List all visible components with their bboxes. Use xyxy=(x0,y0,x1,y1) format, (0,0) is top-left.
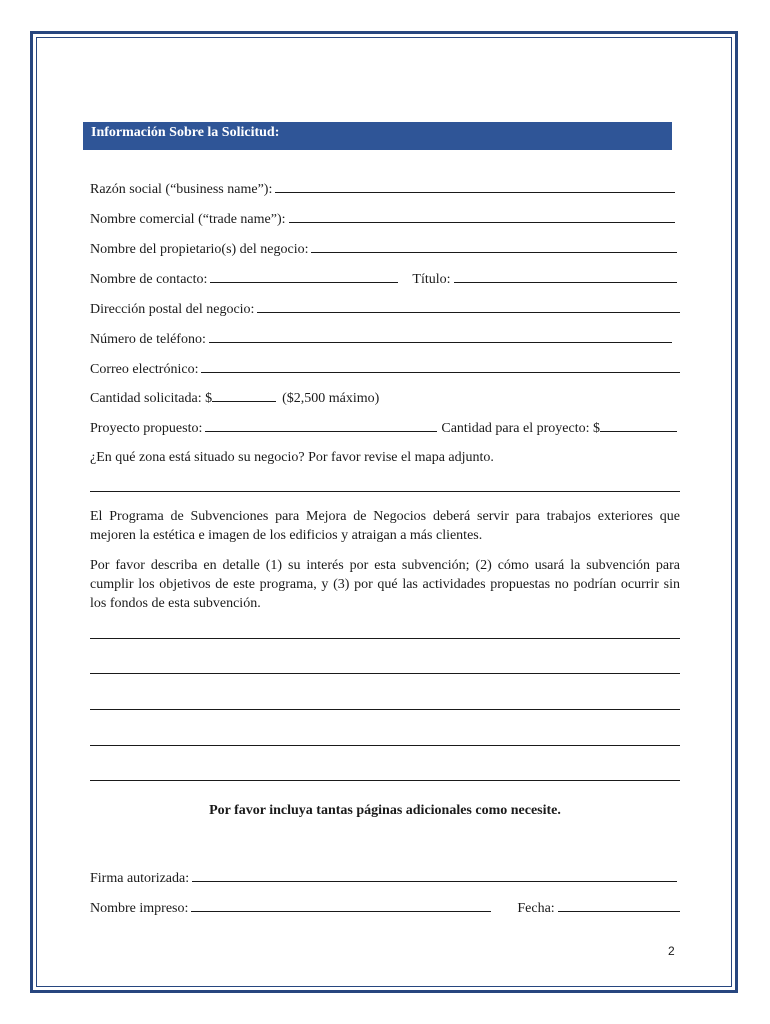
owner-row xyxy=(90,240,680,258)
amount-max-note xyxy=(282,391,379,407)
describe-paragraph: Por favor describa en detalle (1) su interés por esta subvención; (2) cómo usará la subvención para cumplir los objetivos de este programa, y (3) por qué las actividades propuestas no podrían ocurrir sin los fondos de esta subvención. xyxy=(90,558,680,611)
title-label: Título: xyxy=(412,272,451,287)
email-field[interactable] xyxy=(201,360,680,373)
authorized-signature-row xyxy=(90,869,680,887)
project-row xyxy=(90,419,680,437)
amount-max-text: ($2,500 máximo) xyxy=(282,391,380,406)
trade-name-field[interactable] xyxy=(289,210,675,223)
page-number: 2 xyxy=(668,944,675,958)
address-label: Dirección postal del negocio: xyxy=(90,302,255,317)
date-label: Fecha: xyxy=(517,901,555,916)
business-name-row xyxy=(90,180,680,198)
project-amount-field[interactable] xyxy=(600,419,677,432)
email-label: Correo electrónico: xyxy=(90,362,199,377)
business-name-field[interactable] xyxy=(275,180,675,193)
owner-label: Nombre del propietario(s) del negocio: xyxy=(90,242,309,257)
trade-name-label: Nombre comercial (“trade name”): xyxy=(90,212,286,227)
phone-field[interactable] xyxy=(209,330,672,343)
section-header xyxy=(83,122,672,150)
business-name-label: Razón social (“business name”): xyxy=(90,182,273,197)
authorized-signature-label: Firma autorizada: xyxy=(90,871,190,886)
project-label: Proyecto propuesto: xyxy=(90,421,203,436)
contact-field[interactable] xyxy=(210,270,398,283)
project-amount-label: Cantidad para el proyecto: $ xyxy=(441,421,600,436)
zone-question: ¿En qué zona está situado su negocio? Por favor revise el mapa adjunto. xyxy=(90,450,494,465)
amount-label: Cantidad solicitada: $ xyxy=(90,391,213,406)
additional-pages-note: Por favor incluya tantas páginas adicionales como necesite. xyxy=(209,803,561,818)
trade-name-row xyxy=(90,210,680,228)
answer-line-3[interactable] xyxy=(90,709,680,710)
contact-label: Nombre de contacto: xyxy=(90,272,208,287)
printed-name-row xyxy=(90,899,680,917)
section-title: Información Sobre la Solicitud: xyxy=(91,125,280,140)
phone-row xyxy=(90,330,680,348)
zone-row xyxy=(90,450,680,466)
program-paragraph: El Programa de Subvenciones para Mejora de Negocios deberá servir para trabajos exteriores que mejoren la estética e imagen de los edificios y atraigan a más clientes. xyxy=(90,509,680,543)
address-row xyxy=(90,300,680,318)
date-field[interactable] xyxy=(558,899,680,912)
answer-line-5[interactable] xyxy=(90,780,680,781)
owner-field[interactable] xyxy=(311,240,677,253)
project-field[interactable] xyxy=(205,419,437,432)
answer-line-2[interactable] xyxy=(90,673,680,674)
phone-label: Número de teléfono: xyxy=(90,332,206,347)
amount-field[interactable] xyxy=(212,389,276,402)
email-row xyxy=(90,360,680,378)
zone-answer-line[interactable] xyxy=(90,491,680,492)
title-field[interactable] xyxy=(454,270,677,283)
amount-row xyxy=(90,389,680,407)
answer-line-1[interactable] xyxy=(90,638,680,639)
authorized-signature-field[interactable] xyxy=(192,869,677,882)
printed-name-label: Nombre impreso: xyxy=(90,901,189,916)
contact-row xyxy=(90,270,680,288)
address-field[interactable] xyxy=(257,300,680,313)
answer-line-4[interactable] xyxy=(90,745,680,746)
printed-name-field[interactable] xyxy=(191,899,491,912)
